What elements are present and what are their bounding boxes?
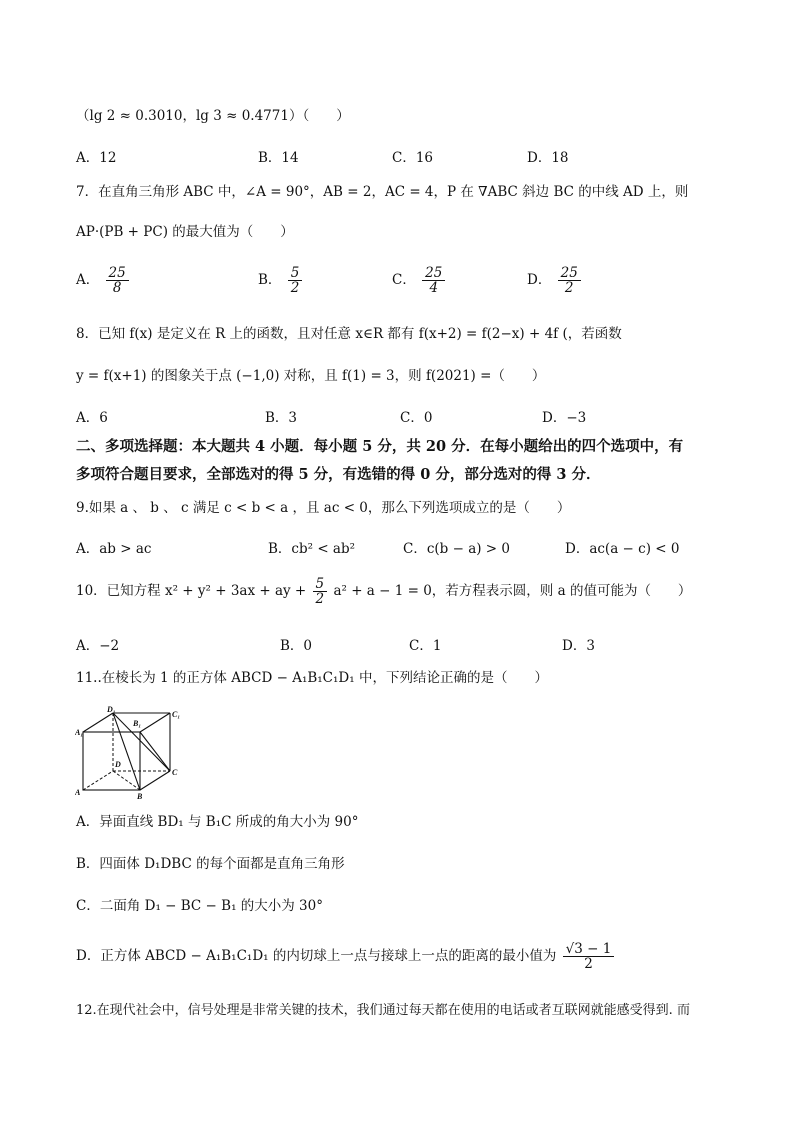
fraction-denominator: 2 xyxy=(315,591,325,608)
q6-hint: （lg 2 ≈ 0.3010，lg 3 ≈ 0.4771）（ ） xyxy=(76,108,350,124)
q9-stem: 9.如果 a 、 b 、 c 满足 c < b < a ，且 ac < 0，那么下列选项成立的是（ ） xyxy=(76,500,571,516)
q10-option-a: A．−2 xyxy=(76,638,120,654)
q6-option-d: D．18 xyxy=(527,150,569,166)
q7-stem-line2: AP·(PB + PC) 的最大值为（ ） xyxy=(76,224,294,240)
label-d1: D₁ xyxy=(107,705,116,714)
q8-stem-line2: y = f(x+1) 的图象关于点 (−1,0) 对称，且 f(1) = 3，则 f(2021) =（ ） xyxy=(76,368,546,384)
fraction-denominator: 4 xyxy=(429,280,439,297)
q11-option-d-fraction xyxy=(563,942,615,971)
q7-stem-line1: 7．在直角三角形 ABC 中，∠A = 90°，AB = 2，AC = 4，P 在 ∇ABC 斜边 BC 的中线 AD 上，则 xyxy=(76,184,689,200)
label-c1: C₁ xyxy=(172,710,181,719)
q9-option-a: A．ab > ac xyxy=(76,541,152,557)
diag-b1-c xyxy=(140,732,170,771)
fraction-numerator: 25 xyxy=(106,266,129,281)
q10-stem-before: 10．已知方程 x² + y² + 3ax + ay + xyxy=(76,583,307,600)
section2-heading-line2: 多项符合题目要求，全部选对的得 5 分，有选错的得 0 分，部分选对的得 3 分． xyxy=(76,466,601,483)
q8-option-c: C．0 xyxy=(400,410,433,426)
edge-c1-b1 xyxy=(140,713,170,732)
q10-option-b: B．0 xyxy=(280,638,313,654)
q10-option-c: C．1 xyxy=(409,638,442,654)
q11-option-d-text: D．正方体 ABCD − A₁B₁C₁D₁ 的内切球上一点与接球上一点的距离的最小值为 xyxy=(76,948,557,965)
q6-option-a: A．12 xyxy=(76,150,117,166)
q9-option-d: D．ac(a − c) < 0 xyxy=(565,541,680,557)
q6-option-b: B．14 xyxy=(258,150,299,166)
fraction-numerator: 25 xyxy=(558,266,581,281)
hidden-edge-a-d xyxy=(83,771,113,790)
cube-figure xyxy=(75,705,185,800)
q11-option-d xyxy=(76,942,616,971)
q7-option-b-letter: B． xyxy=(258,272,282,289)
q7-option-d-letter: D． xyxy=(527,272,552,289)
q7-option-c-fraction xyxy=(422,266,445,295)
q9-option-c: C．c(b − a) > 0 xyxy=(403,541,510,557)
fraction-numerator: 25 xyxy=(422,266,445,281)
fraction-numerator: √3 − 1 xyxy=(563,942,615,957)
q7-option-d xyxy=(527,266,583,295)
cube-front-face xyxy=(83,732,140,790)
q8-option-d: D．−3 xyxy=(542,410,587,426)
hidden-edge-d-b xyxy=(113,771,140,790)
q11-option-a: A．异面直线 BD₁ 与 B₁C 所成的角大小为 90° xyxy=(76,814,359,830)
q8-stem-line1: 8．已知 f(x) 是定义在 R 上的函数，且对任意 x∈R 都有 f(x+2) = f(2−x) + 4f (，若函数 xyxy=(76,326,622,342)
fraction-denominator: 8 xyxy=(112,280,122,297)
q7-option-b xyxy=(258,266,304,295)
edge-a1-d1 xyxy=(83,713,113,732)
q7-option-d-fraction xyxy=(558,266,581,295)
q7-option-a xyxy=(76,266,131,295)
fraction-denominator: 2 xyxy=(564,280,574,297)
q7-option-c-letter: C． xyxy=(392,272,416,289)
q11-option-c: C．二面角 D₁ − BC − B₁ 的大小为 30° xyxy=(76,898,323,914)
q8-option-b: B．3 xyxy=(265,410,298,426)
q10-stem-after: a² + a − 1 = 0，若方程表示圆，则 a 的值可能为（ ） xyxy=(333,583,692,600)
label-a: A xyxy=(75,788,81,797)
edge-c-b xyxy=(140,771,170,790)
fraction-denominator: 2 xyxy=(584,956,593,973)
label-a1: A₁ xyxy=(75,728,84,737)
q12-stem: 12.在现代社会中，信号处理是非常关键的技术，我们通过每天都在使用的电话或者互联网就能感受得到. 而 xyxy=(76,1003,690,1018)
q7-option-c xyxy=(392,266,447,295)
fraction-numerator: 5 xyxy=(313,577,328,592)
q10-fraction xyxy=(313,577,328,606)
label-d: D xyxy=(115,760,121,769)
q11-option-b: B．四面体 D₁DBC 的每个面都是直角三角形 xyxy=(76,856,345,872)
label-b1: B₁ xyxy=(133,719,142,728)
fraction-numerator: 5 xyxy=(288,266,303,281)
q10-option-d: D．3 xyxy=(562,638,595,654)
diag-d1-c xyxy=(113,713,170,771)
label-b: B xyxy=(137,792,143,800)
q7-option-a-fraction xyxy=(106,266,129,295)
q9-option-b: B．cb² < ab² xyxy=(268,541,356,557)
label-c: C xyxy=(172,768,178,777)
q7-option-b-fraction xyxy=(288,266,303,295)
q10-stem xyxy=(76,577,691,606)
q6-option-c: C．16 xyxy=(392,150,434,166)
fraction-denominator: 2 xyxy=(290,280,300,297)
q7-option-a-letter: A． xyxy=(76,272,100,289)
section2-heading-line1: 二、多项选择题：本大题共 4 小题．每小题 5 分，共 20 分．在每小题给出的四个选项中，有 xyxy=(76,438,684,455)
q8-option-a: A．6 xyxy=(76,410,108,426)
q11-stem: 11..在棱长为 1 的正方体 ABCD − A₁B₁C₁D₁ 中，下列结论正确的是（ ） xyxy=(76,670,548,686)
